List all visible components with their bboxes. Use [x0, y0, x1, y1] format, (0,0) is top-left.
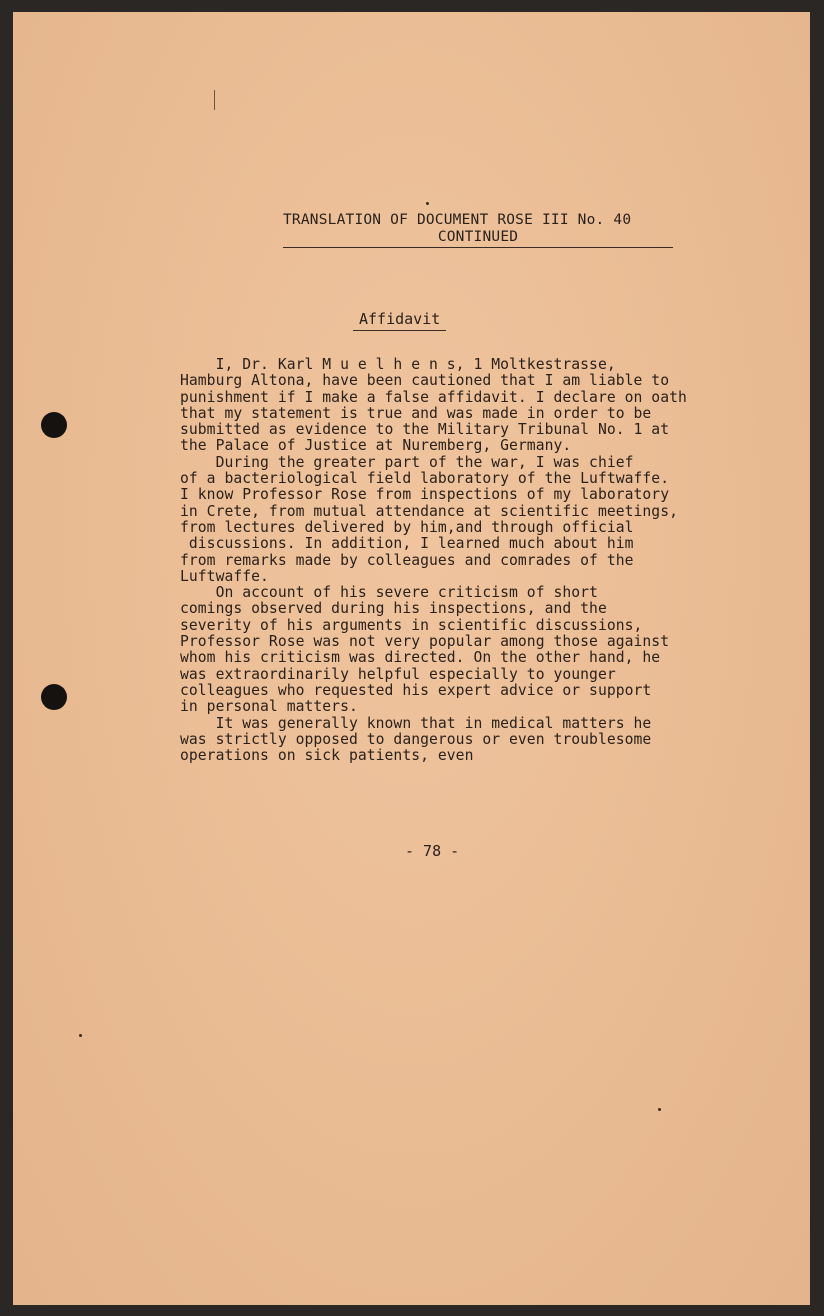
document-heading: [283, 212, 683, 248]
body-line: I know Professor Rose from inspections of my laboratory: [180, 486, 670, 504]
body-line: from lectures delivered by him,and through official: [180, 518, 634, 536]
body-line: was extraordinarily helpful especially to younger: [180, 665, 616, 683]
heading-line-2: CONTINUED: [437, 229, 519, 245]
document-page: [13, 12, 810, 1305]
body-line: from remarks made by colleagues and comrades of the: [180, 551, 634, 569]
body-line: in personal matters.: [180, 698, 358, 716]
body-line: punishment if I make a false affidavit. I declare on oath: [180, 388, 687, 406]
affidavit-body: [180, 357, 780, 764]
heading-underline: [283, 247, 673, 248]
body-line: of a bacteriological field laboratory of the Luftwaffe.: [180, 470, 670, 488]
body-line: in Crete, from mutual attendance at scientific meetings,: [180, 502, 678, 520]
body-line: operations on sick patients, even: [180, 747, 474, 765]
ink-speck: [79, 1034, 82, 1037]
body-line: that my statement is true and was made in order to be: [180, 404, 652, 422]
body-line: colleagues who requested his expert advice or support: [180, 681, 652, 699]
punch-hole-bottom: [41, 684, 67, 710]
body-line: submitted as evidence to the Military Tribunal No. 1 at: [180, 421, 670, 439]
page-number: - 78 -: [405, 842, 460, 860]
body-line: It was generally known that in medical matters he: [180, 714, 652, 732]
body-line: the Palace of Justice at Nuremberg, Germany.: [180, 437, 572, 455]
body-line: whom his criticism was directed. On the other hand, he: [180, 649, 661, 667]
ink-speck: [426, 202, 429, 205]
punch-hole-top: [41, 412, 67, 438]
body-line: discussions. In addition, I learned much about him: [180, 535, 634, 553]
body-line: was strictly opposed to dangerous or even troublesome: [180, 730, 652, 748]
body-line: I, Dr. Karl M u e l h e n s, 1 Moltkestrasse,: [180, 356, 616, 373]
body-line: Luftwaffe.: [180, 567, 269, 585]
affidavit-title: Affidavit: [353, 310, 446, 331]
body-line: On account of his severe criticism of short: [180, 584, 598, 602]
ink-speck: [658, 1108, 661, 1111]
heading-line-1: TRANSLATION OF DOCUMENT ROSE III No. 40: [283, 212, 632, 228]
body-line: Hamburg Altona, have been cautioned that I am liable to: [180, 372, 670, 390]
body-line: severity of his arguments in scientific discussions,: [180, 616, 643, 634]
pencil-mark: [214, 90, 215, 110]
body-line: During the greater part of the war, I was chief: [180, 453, 634, 471]
body-line: Professor Rose was not very popular among those against: [180, 633, 670, 651]
body-line: comings observed during his inspections, and the: [180, 600, 607, 618]
